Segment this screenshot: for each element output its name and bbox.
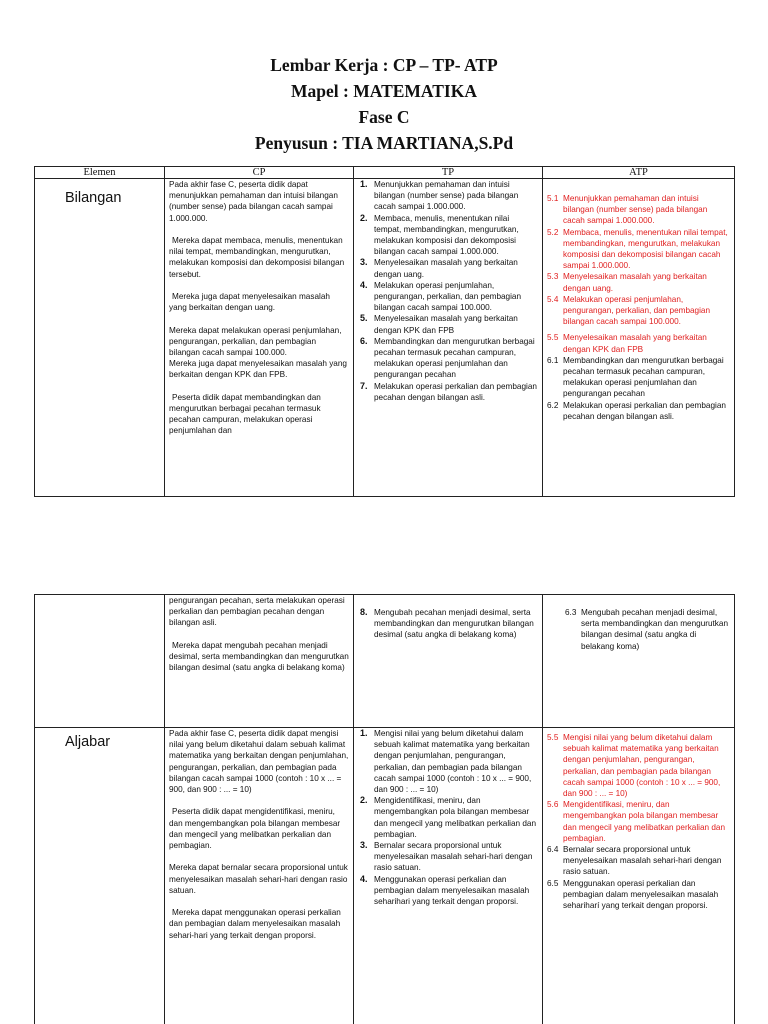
atp-item: 6.4 Bernalar secara proporsional untuk menyelesaikan masalah sehari-hari dengan rasio satuan. — [547, 845, 722, 877]
cp-aljabar — [165, 728, 353, 941]
tp-item: 4. Melakukan operasi penjumlahan, pengurangan, perkalian, dan pembagian bilangan cacah sampai 100.000. — [360, 279, 522, 313]
elemen-empty-cell — [35, 595, 165, 728]
atp-item: 6.5 Menggunakan operasi perkalian dan pembagian dalam menyelesaikan masalah sehariharí yang terkait dengan proporsi. — [547, 878, 719, 911]
cp-tp-atp-table-2 — [34, 594, 735, 1024]
atp-item: 5.2 Membaca, menulis, menentukan nilai tempat, membandingkan, mengurutkan, melakukan komposisi dan dekomposisi bilangan cacah sampai 1.000.000. — [547, 227, 728, 271]
tp-list-bilangan — [354, 179, 542, 403]
worksheet-title: Lembar Kerja : CP – TP- ATP — [270, 55, 498, 75]
table-row-aljabar — [35, 728, 735, 1024]
atp-list-aljabar — [543, 728, 734, 911]
cp-paragraph: Peserta didik dapat mengidentifikasi, meniru, dan mengembangkan pola bilangan membesar dan mengecil yang melibatkan perkalian dan pembagian. — [169, 807, 341, 851]
cp-paragraph: Mereka dapat menggunakan operasi perkalian dan pembagian dalam menyelesaikan masalah sehari-hari yang terkait dengan proporsi. — [169, 908, 341, 940]
tp-item: 5. Menyelesaikan masalah yang berkaitan dengan KPK dan FPB — [360, 313, 518, 335]
header-cp: CP — [165, 167, 354, 179]
elemen-aljabar: Aljabar — [65, 734, 111, 750]
tp-item: 2. Membaca, menulis, menentukan nilai tempat, membandingkan, mengurutkan, melakukan komposisi dan dekomposisi bilangan cacah sampai 1.000.000. — [360, 212, 519, 257]
atp-item: 6.3 Mengubah pecahan menjadi desimal, serta membandingkan dan mengurutkan bilangan desimal (satu angka di belakang koma) — [565, 608, 729, 651]
tp-list-lanjutan — [354, 595, 542, 641]
atp-item: 5.5 Mengisi nilai yang belum diketahui dalam sebuah kalimat matematika yang berkaitan dengan penjumlahan, pengurangan, perkalian, dan pembagian pada bilangan cacah sampai 1000 (contoh : 10 x ... = 900, dan 900 : ... = 10) — [547, 733, 721, 799]
tp-item: 8. Mengubah pecahan menjadi desimal, serta membandingkan dan mengurutkan bilangan desimal (satu angka di belakang koma) — [360, 607, 534, 640]
phase-title: Fase C — [358, 107, 410, 127]
table-row-bilangan — [35, 179, 735, 497]
tp-item: 2. Mengidentifikasi, meniru, dan mengembangkan pola bilangan membesar dan mengecil yang melibatkan perkalian dan pembagian. — [360, 795, 537, 839]
cp-paragraph: Mereka dapat melakukan operasi penjumlahan, pengurangan, perkalian, dan pembagian bilangan cacah sampai 100.000. Mereka juga dapat menyelesaikan masalah yang berkaitan dengan KPK dan FPB. — [169, 325, 347, 380]
elemen-bilangan: Bilangan — [65, 190, 122, 206]
cp-paragraph: Pada akhir fase C, peserta didik dapat menunjukkan pemahaman dan intuisi bilangan (number sense) pada bilangan cacah sampai 1.000.000. — [169, 180, 338, 223]
tp-item: 3. Bernalar secara proporsional untuk menyelesaikan masalah sehari-hari dengan rasio satuan. — [360, 840, 533, 873]
header-atp: ATP — [543, 167, 735, 179]
atp-item: 6.1 Membandingkan dan mengurutkan berbagai pecahan termasuk pecahan campuran, melakukan operasi penjumlahan dan pengurangan pecahan — [547, 355, 724, 399]
atp-item: 5.5 Menyelesaikan masalah yang berkaitan dengan KPK dan FPB — [547, 333, 707, 354]
cp-paragraph: Mereka dapat mengubah pecahan menjadi desimal, serta membandingkan dan mengurutkan bilangan desimal (satu angka di belakang koma) — [169, 640, 349, 673]
tp-list-aljabar — [354, 728, 542, 907]
tp-item: 4. Menggunakan operasi perkalian dan pembagian dalam menyelesaikan masalah seharihari yang terkait dengan proporsi. — [360, 873, 530, 907]
table-header-row — [35, 167, 735, 179]
cp-paragraph: Peserta didik dapat membandingkan dan mengurutkan berbagai pecahan termasuk pecahan campuran, melakukan operasi penjumlahan dan — [169, 392, 321, 436]
cp-lanjutan — [165, 595, 353, 673]
subject-title: Mapel : MATEMATIKA — [291, 81, 477, 101]
tp-item: 3. Menyelesaikan masalah yang berkaitan dengan uang. — [360, 257, 518, 279]
tp-item: 6. Membandingkan dan mengurutkan berbagai pecahan termasuk pecahan campuran, melakukan operasi penjumlahan dan pengurangan pecahan — [360, 335, 535, 380]
document-header — [0, 52, 768, 156]
atp-item: 5.3 Menyelesaikan masalah yang berkaitan dengan uang. — [547, 272, 707, 293]
atp-list-bilangan — [543, 179, 734, 422]
atp-list-lanjutan — [543, 595, 734, 652]
tp-item: 1. Mengisi nilai yang belum diketahui dalam sebuah kalimat matematika yang berkaitan dengan penjumlahan, pengurangan, perkalian, dan pembagian pada bilangan cacah sampai 1000 (contoh : 10 x ... = 900, dan 900 : ... = 10) — [360, 728, 532, 795]
cp-paragraph: Mereka dapat membaca, menulis, menentukan nilai tempat, membandingkan, mengurutkan, melakukan komposisi dan dekomposisi bilangan tersebut. — [169, 236, 345, 279]
author-title: Penyusun : TIA MARTIANA,S.Pd — [254, 133, 514, 153]
cp-bilangan — [165, 179, 353, 495]
header-tp: TP — [354, 167, 543, 179]
cp-tp-atp-table-1 — [34, 166, 735, 497]
atp-item: 6.2 Melakukan operasi perkalian dan pembagian pecahan dengan bilangan asli. — [547, 400, 726, 421]
tp-item: 1. Menunjukkan pemahaman dan intuisi bilangan (number sense) pada bilangan cacah sampai 1.000.000. — [360, 179, 519, 212]
atp-item: 5.6 Mengidentifikasi, meniru, dan mengembangkan pola bilangan membesar dan mengecil yang melibatkan perkalian dan pembagian. — [547, 800, 726, 843]
cp-paragraph: Pada akhir fase C, peserta didik dapat mengisi nilai yang belum diketahui dalam sebuah kalimat matematika yang berkaitan dengan penjumlahan, pengurangan, perkalian, dan pembagian pada bilangan cacah sampai 1000 (contoh : 10 x ... = 900, dan 900 : ... = 10) — [169, 729, 349, 795]
cp-paragraph: pengurangan pecahan, serta melakukan operasi perkalian dan pembagian pecahan dengan bilangan asli. — [169, 596, 345, 628]
atp-item: 5.4 Melakukan operasi penjumlahan, pengurangan, perkalian, dan pembagian bilangan cacah sampai 100.000. — [547, 294, 711, 327]
atp-item: 5.1 Menunjukkan pemahaman dan intuisi bilangan (number sense) pada bilangan cacah sampai 1.000.000. — [547, 194, 708, 226]
table-row-lanjutan — [35, 595, 735, 728]
header-elemen: Elemen — [35, 167, 165, 179]
cp-paragraph: Mereka dapat bernalar secara proporsional untuk menyelesaikan masalah sehari-hari dengan rasio satuan. — [169, 863, 348, 895]
cp-paragraph: Mereka juga dapat menyelesaikan masalah yang berkaitan dengan uang. — [169, 292, 330, 313]
tp-item: 7. Melakukan operasi perkalian dan pembagian pecahan dengan bilangan asli. — [360, 380, 537, 402]
